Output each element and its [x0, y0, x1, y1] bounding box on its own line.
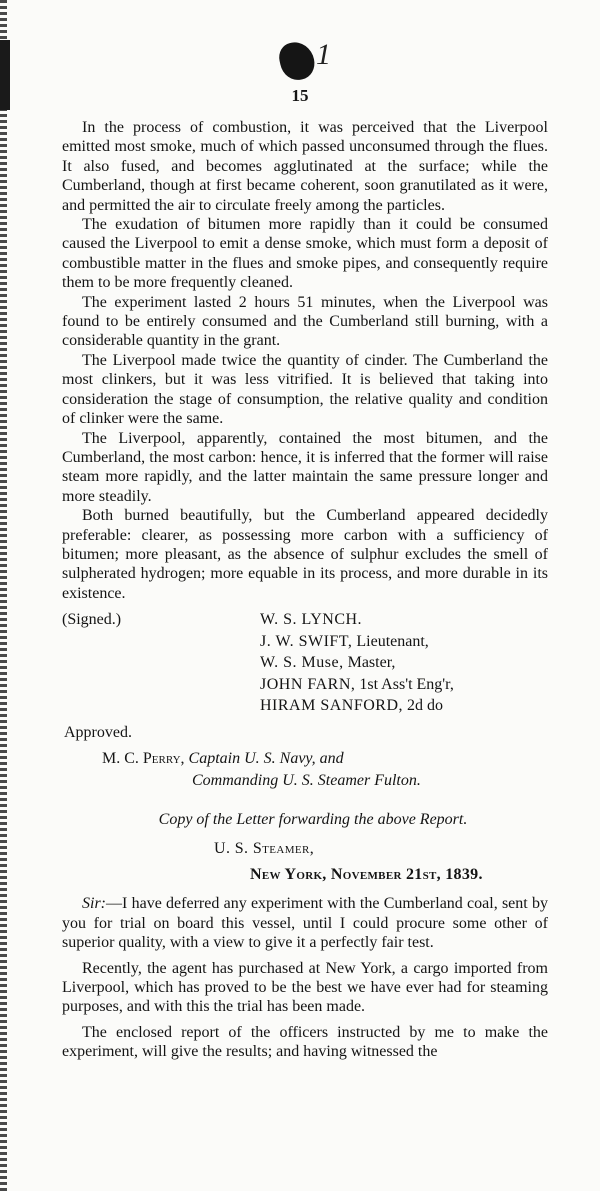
- signature-row: [62, 609, 548, 631]
- report-paragraph: The Liverpool made twice the quantity of cinder. The Cumberland the most clinkers, but it was less vitrified. It is believed that taking into consideration the stage of consumption, the relative quality and condition of clinker were the same.: [62, 351, 548, 428]
- stamp-text: 1: [316, 38, 331, 71]
- ink-blot: [276, 39, 317, 83]
- letter-vessel: U. S. Steamer,: [214, 840, 315, 858]
- signature-row: [62, 652, 548, 674]
- approver-block: [62, 748, 548, 792]
- signature-row: [62, 674, 548, 696]
- letter-paragraph-text: —I have deferred any experiment with the Cumberland coal, sent by you for trial on board this vessel, until I could procure some other of superior quality, with a view to give it a perfectly fair test.: [62, 895, 548, 952]
- approver-title-line1: Captain U. S. Navy, and: [188, 750, 344, 768]
- signatory-name: HIRAM SANFORD,: [260, 697, 404, 715]
- page-body: [62, 118, 548, 1068]
- signatory-title: Master,: [347, 654, 396, 672]
- signed-label: (Signed.): [62, 611, 122, 629]
- salutation: Sir:: [82, 895, 106, 913]
- letter-paragraph: Recently, the agent has purchased at New York, a cargo imported from Liverpool, which has proved to be the best we have ever had for steaming purposes, and with this the trial has been made.: [62, 959, 548, 1016]
- signatory-name: W. S. LYNCH.: [260, 611, 363, 629]
- approved-label: Approved.: [64, 723, 132, 741]
- report-paragraph: Both burned beautifully, but the Cumberland appeared decidedly preferable: clearer, as possessing more carbon with a sufficiency of bitumen; more pleasant, as the absence of sulphur excludes the smell of sulpherated hydrogen; more equable in its process, and more durable in its existence.: [62, 507, 548, 602]
- signatory-title: 2d do: [407, 697, 444, 715]
- letter-body: [62, 894, 548, 1061]
- letter-paragraph: [62, 894, 548, 952]
- signature-block: [62, 609, 548, 717]
- report-paragraph: The Liverpool, apparently, contained the most bitumen, and the Cumberland, the most carbon: hence, it is inferred that the former will raise steam more rapidly, and the latter maintain the same pressure longer and more steadily.: [62, 429, 548, 505]
- page-edge: [0, 0, 7, 1191]
- signatory-title: 1st Ass't Eng'r,: [359, 675, 454, 693]
- approver-title-line2: Commanding U. S. Steamer Fulton.: [192, 772, 421, 790]
- section-heading: Copy of the Letter forwarding the above Report.: [158, 811, 468, 829]
- signature-row: [62, 631, 548, 653]
- signatory-name: JOHN FARN,: [260, 675, 356, 693]
- signature-row: [62, 695, 548, 717]
- signatory-title: Lieutenant,: [356, 632, 429, 650]
- letter-paragraph: The enclosed report of the officers instructed by me to make the experiment, will give the results; and having witnessed the: [62, 1023, 548, 1061]
- report-paragraph: The exudation of bitumen more rapidly than it could be consumed caused the Liverpool to emit a dense smoke, which must form a deposit of combustible matter in the flues and smoke pipes, and consequently require them to be more frequently cleaned.: [62, 216, 548, 292]
- report-paragraph: In the process of combustion, it was perceived that the Liverpool emitted most smoke, much of which passed unconsumed through the flues. It also fused, and becomes agglutinated at the surface; while the Cumberland, though at first became coherent, soon granutilated as it were, and permitted the air to circulate freely among the particles.: [62, 119, 548, 214]
- approver-name: M. C. Perry,: [102, 750, 185, 768]
- page-number: 15: [291, 86, 309, 105]
- signatory-name: W. S. Muse,: [260, 654, 344, 672]
- library-stamp: [270, 32, 380, 84]
- letter-place-date: New York, November 21st, 1839.: [250, 865, 483, 883]
- signatory-name: J. W. SWIFT,: [260, 632, 353, 650]
- report-paragraph: The experiment lasted 2 hours 51 minutes, when the Liverpool was found to be entirely consumed and the Cumberland still burning, with a considerable quantity in the grant.: [62, 293, 548, 350]
